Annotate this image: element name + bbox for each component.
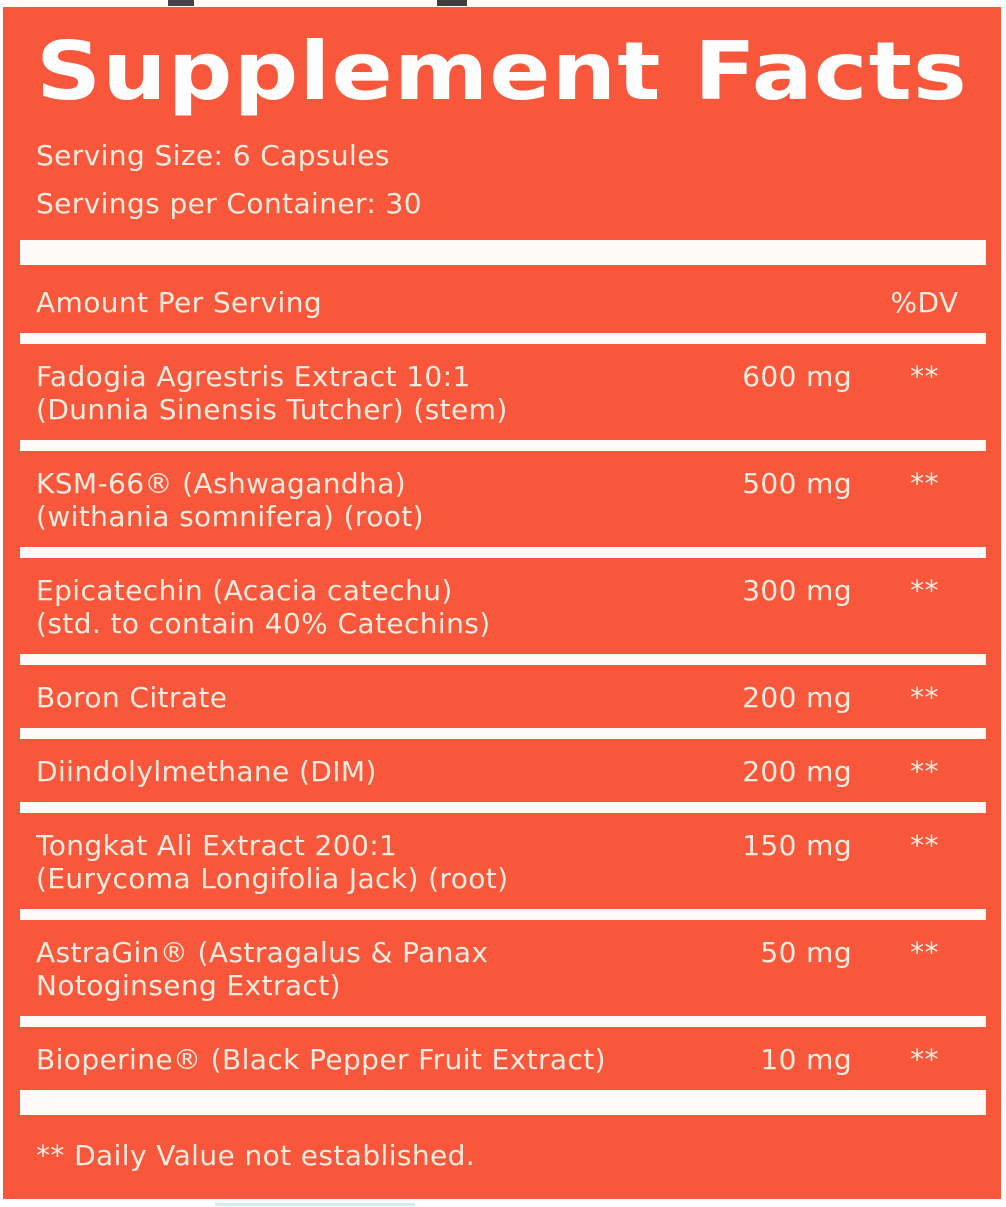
ingredient-detail: (withania somnifera) (root) [36, 500, 424, 533]
ingredient-dv: ** [910, 360, 939, 393]
ingredient-name: Diindolylmethane (DIM) [36, 755, 377, 788]
thin-divider [20, 654, 986, 665]
ingredient-name-block [36, 467, 682, 533]
servings-per-container: Servings per Container: 30 [36, 187, 422, 220]
thin-divider [20, 728, 986, 739]
ingredient-amount: 600 mg [742, 360, 852, 393]
ingredient-amount: 200 mg [742, 681, 852, 714]
ingredient-name: KSM-66® (Ashwagandha) [36, 467, 407, 500]
ingredient-dv: ** [910, 1043, 939, 1076]
ingredient-name-block [36, 755, 682, 788]
ingredient-name: Bioperine® (Black Pepper Fruit Extract) [36, 1043, 606, 1076]
ingredient-amount: 50 mg [760, 936, 852, 969]
ingredient-rows [3, 344, 1001, 1090]
ingredient-name-block [36, 1043, 682, 1076]
ingredient-dv: ** [910, 755, 939, 788]
thin-divider [20, 547, 986, 558]
ingredient-amount: 10 mg [760, 1043, 852, 1076]
ingredient-name: Tongkat Ali Extract 200:1 [36, 829, 398, 862]
ingredient-amount: 300 mg [742, 574, 852, 607]
ingredient-dv: ** [910, 936, 939, 969]
ingredient-row [3, 451, 1001, 547]
thin-divider [20, 333, 986, 344]
supplement-facts-label [3, 7, 1001, 1199]
ingredient-name: Epicatechin (Acacia catechu) [36, 574, 453, 607]
ingredient-row [3, 813, 1001, 909]
amount-header-spacer [682, 286, 852, 319]
ingredient-name-block [36, 574, 682, 640]
ingredient-detail: Notoginseng Extract) [36, 969, 341, 1002]
column-header-row [3, 265, 1001, 333]
thick-divider-top [20, 240, 986, 265]
scan-artifact [215, 1203, 415, 1206]
ingredient-name-block [36, 681, 682, 714]
daily-value-footnote: ** Daily Value not established. [36, 1139, 476, 1172]
serving-size: Serving Size: 6 Capsules [36, 139, 390, 172]
ingredient-dv: ** [910, 467, 939, 500]
ingredient-name: AstraGin® (Astragalus & Panax [36, 936, 489, 969]
ingredient-detail: (Dunnia Sinensis Tutcher) (stem) [36, 393, 508, 426]
thick-divider-bottom [20, 1090, 986, 1115]
thin-divider [20, 802, 986, 813]
ingredient-dv: ** [910, 829, 939, 862]
thin-divider [20, 1016, 986, 1027]
ingredient-amount: 150 mg [742, 829, 852, 862]
ingredient-amount: 200 mg [742, 755, 852, 788]
ingredient-row [3, 1027, 1001, 1090]
ingredient-row [3, 344, 1001, 440]
thin-divider [20, 909, 986, 920]
dv-header: %DV [890, 286, 959, 319]
ingredient-name-block [36, 360, 682, 426]
ingredient-detail: (std. to contain 40% Catechins) [36, 607, 491, 640]
ingredient-name-block [36, 936, 682, 1002]
ingredient-amount: 500 mg [742, 467, 852, 500]
ingredient-row [3, 665, 1001, 728]
ingredient-name: Fadogia Agrestris Extract 10:1 [36, 360, 471, 393]
amount-per-serving-header: Amount Per Serving [36, 286, 323, 319]
label-title: Supplement Facts [36, 25, 968, 118]
ingredient-row [3, 739, 1001, 802]
ingredient-name: Boron Citrate [36, 681, 228, 714]
ingredient-detail: (Eurycoma Longifolia Jack) (root) [36, 862, 509, 895]
scan-artifact [437, 0, 467, 6]
ingredient-row [3, 558, 1001, 654]
ingredient-row [3, 920, 1001, 1016]
ingredient-dv: ** [910, 681, 939, 714]
ingredient-dv: ** [910, 574, 939, 607]
thin-divider [20, 440, 986, 451]
scan-artifact [168, 0, 194, 6]
ingredient-name-block [36, 829, 682, 895]
